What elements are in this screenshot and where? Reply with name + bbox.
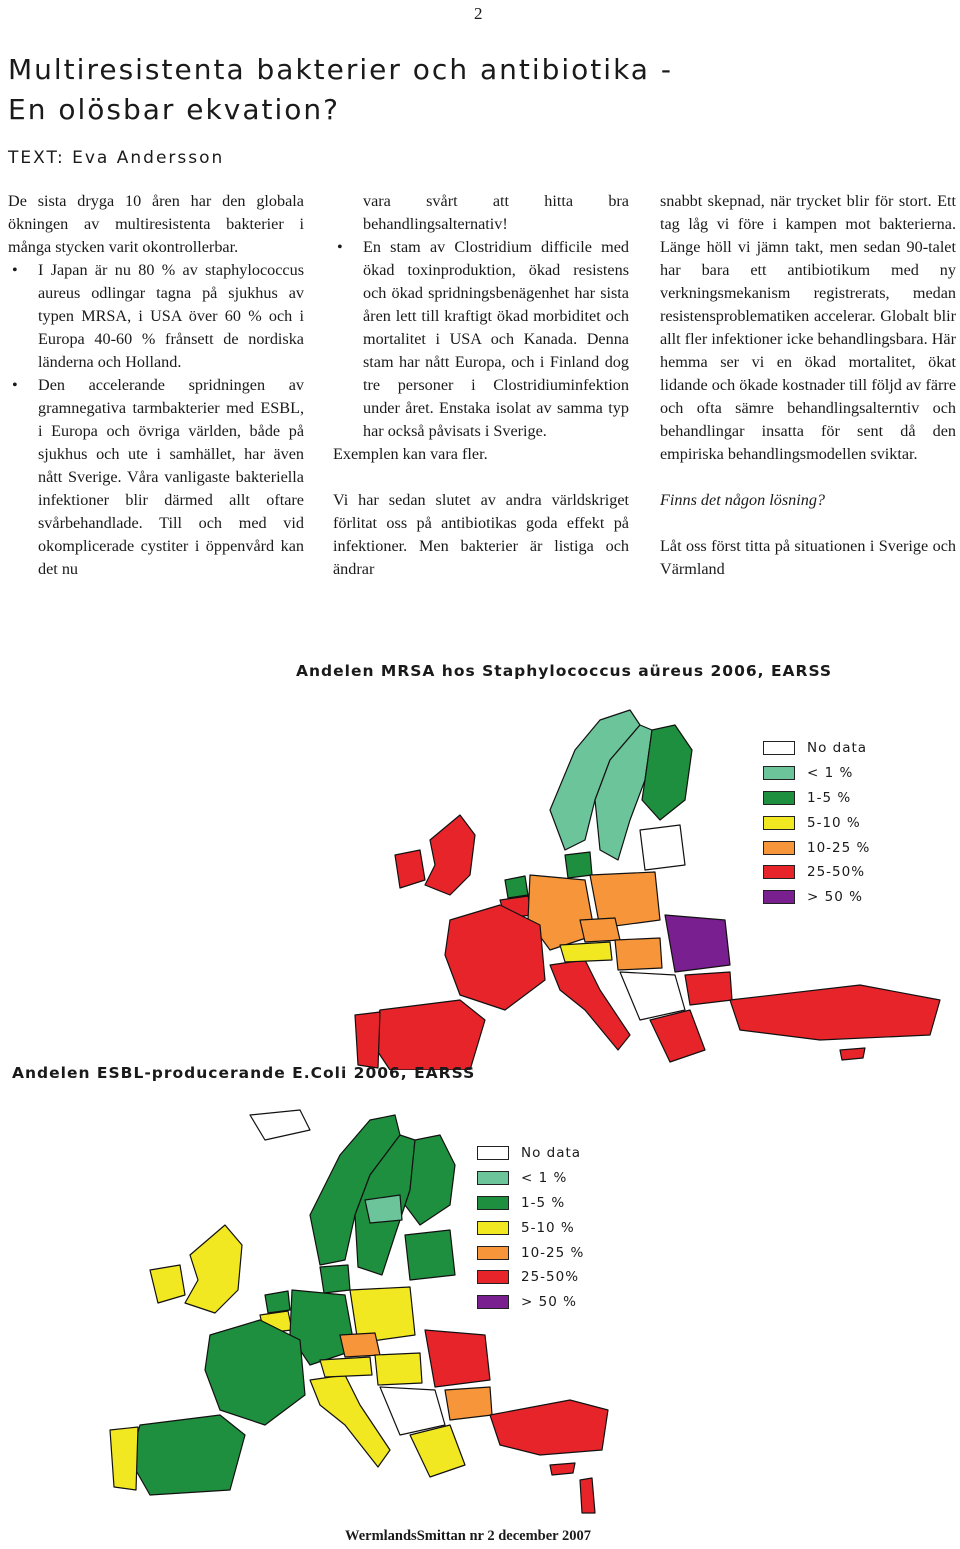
legend-swatch-25-50 xyxy=(477,1270,509,1284)
legend-item: 25-50% xyxy=(763,860,870,885)
resistance-paragraph: snabbt skepnad, när trycket blir för stort. Ett tag låg vi före i kampen mot bakterierna. Länge höll vi jämn takt, men sedan 90-talet har bara ett antibiotikum med ny verkningsmekanism registrerats, medan resistensproblematiken accelerar. Globalt blir allt fler infektioner icke behandlingsbara. Här hemma ser vi en ökad mortalitet, ökat lidande och ökade kostnader till följd av färre och ofta sämre behandlingsalterntiv och behandlingar insatta för sent då den empiriska behandlingsmodellen sviktar. xyxy=(660,192,956,463)
legend-swatch-lt1 xyxy=(763,766,795,780)
map1-uk xyxy=(425,815,475,895)
map2-romania xyxy=(425,1330,490,1387)
legend-swatch-lt1 xyxy=(477,1171,509,1185)
map1-netherlands xyxy=(505,876,528,898)
antibiotics-paragraph: Vi har sedan slutet av andra världskriget förlitat oss på antibiotikas goda effekt på infektioner. Men bakterier är listiga och ändrar xyxy=(333,491,629,578)
legend-item: No data xyxy=(763,736,870,761)
continued-paragraph: vara svårt att hitta bra behandlingsalternativ! xyxy=(363,192,629,233)
legend-item: < 1 % xyxy=(477,1166,584,1191)
legend-item: 5-10 % xyxy=(477,1215,584,1240)
map2-france xyxy=(205,1320,305,1425)
bullet-japan-mrsa: • I Japan är nu 80 % av staphylococcus aureus odlingar tagna på sjukhus av typen MRSA, i USA över 60 % och i Europa 40-60 % frånsett de nordiska länderna och Holland. xyxy=(8,259,304,374)
map2-ireland xyxy=(150,1265,185,1303)
legend-swatch-1-5 xyxy=(763,791,795,805)
map1-greece xyxy=(650,1010,705,1062)
map2-italy xyxy=(310,1375,390,1467)
legend-swatch-5-10 xyxy=(477,1221,509,1235)
map1-romania xyxy=(665,915,730,972)
legend-swatch-25-50 xyxy=(763,865,795,879)
legend-item: 5-10 % xyxy=(763,810,870,835)
map1-czech xyxy=(580,918,620,942)
map2-portugal xyxy=(110,1427,138,1490)
map1-bulgaria xyxy=(685,972,732,1005)
map2-israel xyxy=(580,1478,595,1513)
bullet-clostridium: • En stam av Clostridium difficile med ökad toxinproduktion, ökad resistens och ökad spridningsbenägenhet har sista åren lett till kraftigt ökad morbiditet och mortalitet i USA och Kanada. Denna stam har nått Europa, och i Finland dog tre personer i Clostridiuminfektion under året. Enstaka isolat av samma typ har också påvisats i Sverige. xyxy=(333,236,629,443)
article-title xyxy=(8,50,908,130)
bullet-list-2 xyxy=(333,236,629,443)
legend-swatch-5-10 xyxy=(763,816,795,830)
map1-portugal xyxy=(355,1012,380,1068)
map1-austria xyxy=(560,942,612,962)
examples-line: Exemplen kan vara fler. xyxy=(333,445,488,463)
map1-hungary xyxy=(615,938,662,970)
legend-item: > 50 % xyxy=(477,1290,584,1315)
title-line-1: Multiresistenta bakterier och antibiotika - xyxy=(8,53,673,86)
map2-turkey xyxy=(490,1400,608,1455)
text-column-2 xyxy=(333,190,629,581)
footer: WermlandsSmittan nr 2 december 2007 xyxy=(345,1528,591,1544)
map1-balkans xyxy=(620,972,685,1020)
map2-greece xyxy=(410,1425,465,1477)
map1-denmark xyxy=(565,852,592,878)
map2-bulgaria xyxy=(445,1387,492,1420)
title-line-2: En olösbar ekvation? xyxy=(8,93,340,126)
legend-swatch-10-25 xyxy=(763,841,795,855)
legend-swatch-no-data xyxy=(763,741,795,755)
legend-item: 1-5 % xyxy=(763,786,870,811)
map1-france xyxy=(445,905,545,1010)
text-column-3 xyxy=(660,190,956,581)
legend-item: > 50 % xyxy=(763,885,870,910)
map1-baltics xyxy=(640,825,685,870)
mrsa-map-legend xyxy=(763,736,870,910)
map1-cyprus xyxy=(840,1048,865,1060)
map2-netherlands xyxy=(265,1291,290,1313)
map2-estonia xyxy=(365,1195,402,1223)
legend-item: 10-25 % xyxy=(477,1240,584,1265)
legend-item: 25-50% xyxy=(477,1265,584,1290)
closing-paragraph: Låt oss först titta på situationen i Sverige och Värmland xyxy=(660,537,956,578)
legend-swatch-gt50 xyxy=(477,1295,509,1309)
legend-item: < 1 % xyxy=(763,761,870,786)
legend-item: 10-25 % xyxy=(763,835,870,860)
legend-swatch-no-data xyxy=(477,1146,509,1160)
esbl-map-legend xyxy=(477,1141,584,1315)
map2-iceland xyxy=(250,1110,310,1140)
text-column-1 xyxy=(8,190,304,581)
map2-denmark xyxy=(320,1265,350,1293)
legend-swatch-1-5 xyxy=(477,1196,509,1210)
intro-paragraph: De sista dryga 10 åren har den globala ökningen av multiresistenta bakterier i många stycken varit okontrollerbar. xyxy=(8,192,304,256)
map1-italy xyxy=(550,960,630,1050)
mrsa-map-title: Andelen MRSA hos Staphylococcus aüreus 2006, EARSS xyxy=(296,662,833,680)
question-line: Finns det någon lösning? xyxy=(660,491,826,509)
map2-baltics xyxy=(405,1230,455,1280)
map2-austria xyxy=(320,1357,372,1377)
map2-balkans xyxy=(380,1387,445,1435)
bullet-list-1 xyxy=(8,259,304,581)
map1-spain xyxy=(370,1000,485,1070)
legend-swatch-gt50 xyxy=(763,890,795,904)
esbl-map-title: Andelen ESBL-producerande E.Coli 2006, EARSS xyxy=(12,1064,476,1082)
map2-cyprus xyxy=(550,1463,575,1475)
bullet-esbl-spread: • Den accelerande spridningen av gramnegativa tarmbakterier med ESBL, i Europa och övriga världen, både på sjukhus och ute i samhället, har även nått Sverige. Våra vanligaste bakteriella infektioner blir därmed allt oftare svårbehandlade. Till och med vid okomplicerade cystiter i öppenvård kan det nu xyxy=(8,374,304,581)
legend-item: 1-5 % xyxy=(477,1191,584,1216)
legend-swatch-10-25 xyxy=(477,1246,509,1260)
map2-hungary xyxy=(375,1353,422,1385)
legend-item: No data xyxy=(477,1141,584,1166)
map2-czech xyxy=(340,1333,380,1357)
map1-ireland xyxy=(395,850,425,888)
map2-spain xyxy=(130,1415,245,1495)
map1-turkey xyxy=(730,985,940,1040)
byline: TEXT: Eva Andersson xyxy=(8,148,225,168)
page-number: 2 xyxy=(474,4,483,23)
map2-uk xyxy=(185,1225,242,1313)
